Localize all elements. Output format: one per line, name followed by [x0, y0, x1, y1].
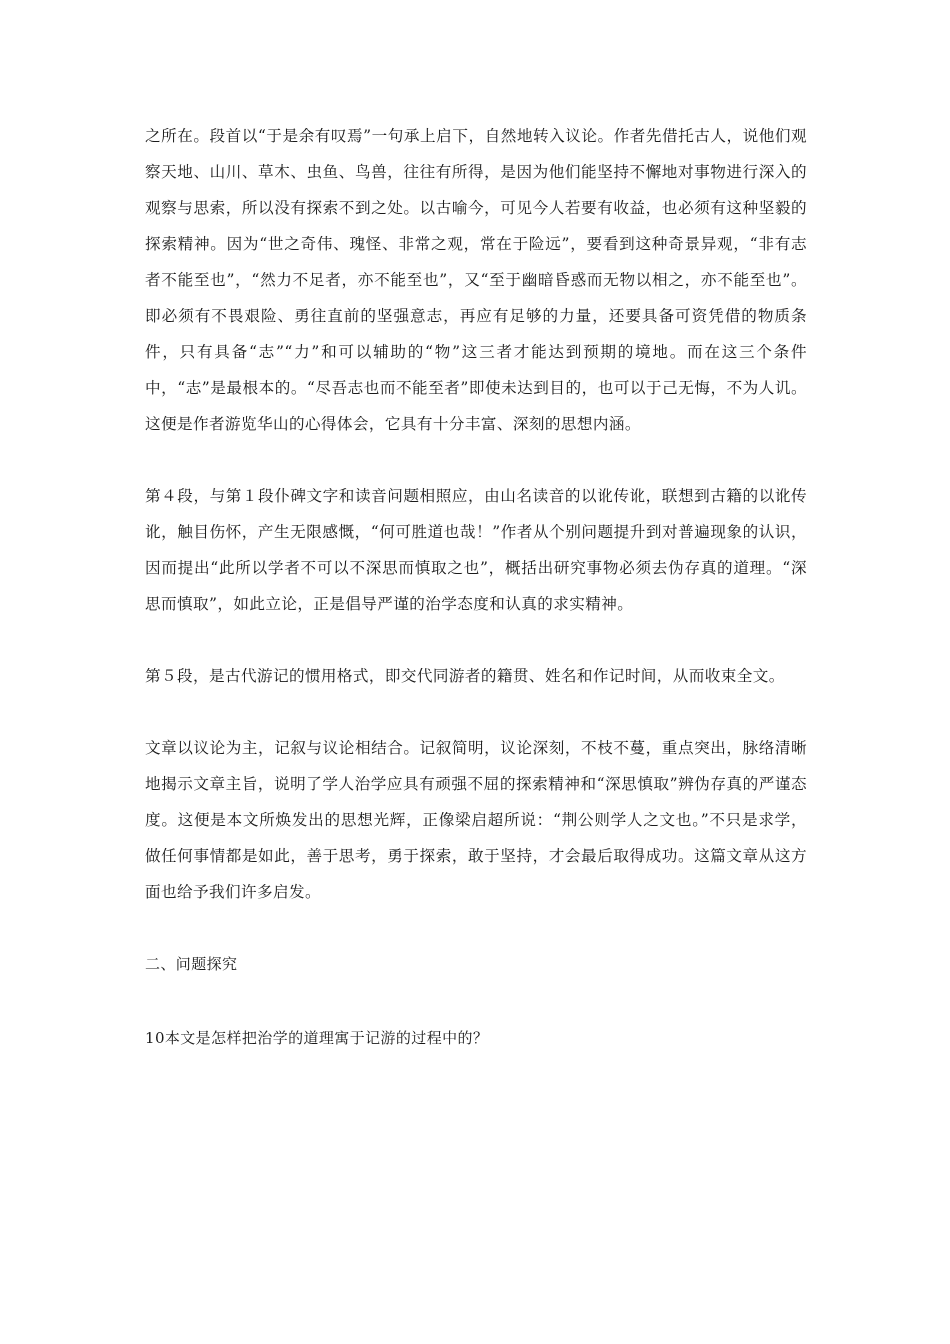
question-text: 10本文是怎样把治学的道理寓于记游的过程中的？	[145, 1029, 489, 1047]
paragraph-analysis-para5: 第５段，是古代游记的惯用格式，即交代同游者的籍贯、姓名和作记时间，从而收束全文。	[145, 667, 785, 685]
paragraph-analysis-para4: 第４段，与第１段仆碑文字和读音问题相照应，由山名读音的以讹传讹，联想到古籍的以讹传讹，触目伤怀，产生无限感慨，“何可胜道也哉！”作者从个别问题提升到对普遍现象的认识，因而提出“此所以学者不可以不深思而慎取之也”，概括出研究事物必须去伪存真的道理。“深思而慎取”，如此立论，正是倡导严谨的治学态度和认真的求实精神。	[145, 487, 807, 613]
paragraph-summary: 文章以议论为主，记叙与议论相结合。记叙简明，议论深刻，不枝不蔓，重点突出，脉络清晰地揭示文章主旨，说明了学人治学应具有顽强不屈的探索精神和“深思慎取”辨伪存真的严谨态度。这便是本文所焕发出的思想光辉，正像梁启超所说：“荆公则学人之文也。”不只是求学，做任何事情都是如此，善于思考，勇于探索，敢于坚持，才会最后取得成功。这篇文章从这方面也给予我们许多启发。	[145, 739, 807, 901]
section-heading: 二、问题探究	[145, 955, 238, 973]
document-page	[145, 118, 807, 1056]
paragraph-analysis-para3: 之所在。段首以“于是余有叹焉”一句承上启下，自然地转入议论。作者先借托古人，说他们观察天地、山川、草木、虫鱼、鸟兽，往往有所得，是因为他们能坚持不懈地对事物进行深入的观察与思索，所以没有探索不到之处。以古喻今，可见今人若要有收益，也必须有这种坚毅的探索精神。因为“世之奇伟、瑰怪、非常之观，常在于险远”，要看到这种奇景异观，“非有志者不能至也”，“然力不足者，亦不能至也”，又“至于幽暗昏惑而无物以相之，亦不能至也”。即必须有不畏艰险、勇往直前的坚强意志，再应有足够的力量，还要具备可资凭借的物质条件，只有具备“志”“力”和可以辅助的“物”这三者才能达到预期的境地。而在这三个条件中，“志”是最根本的。“尽吾志也而不能至者”即使未达到目的，也可以于己无悔，不为人讥。这便是作者游览华山的心得体会，它具有十分丰富、深刻的思想内涵。	[145, 127, 807, 433]
